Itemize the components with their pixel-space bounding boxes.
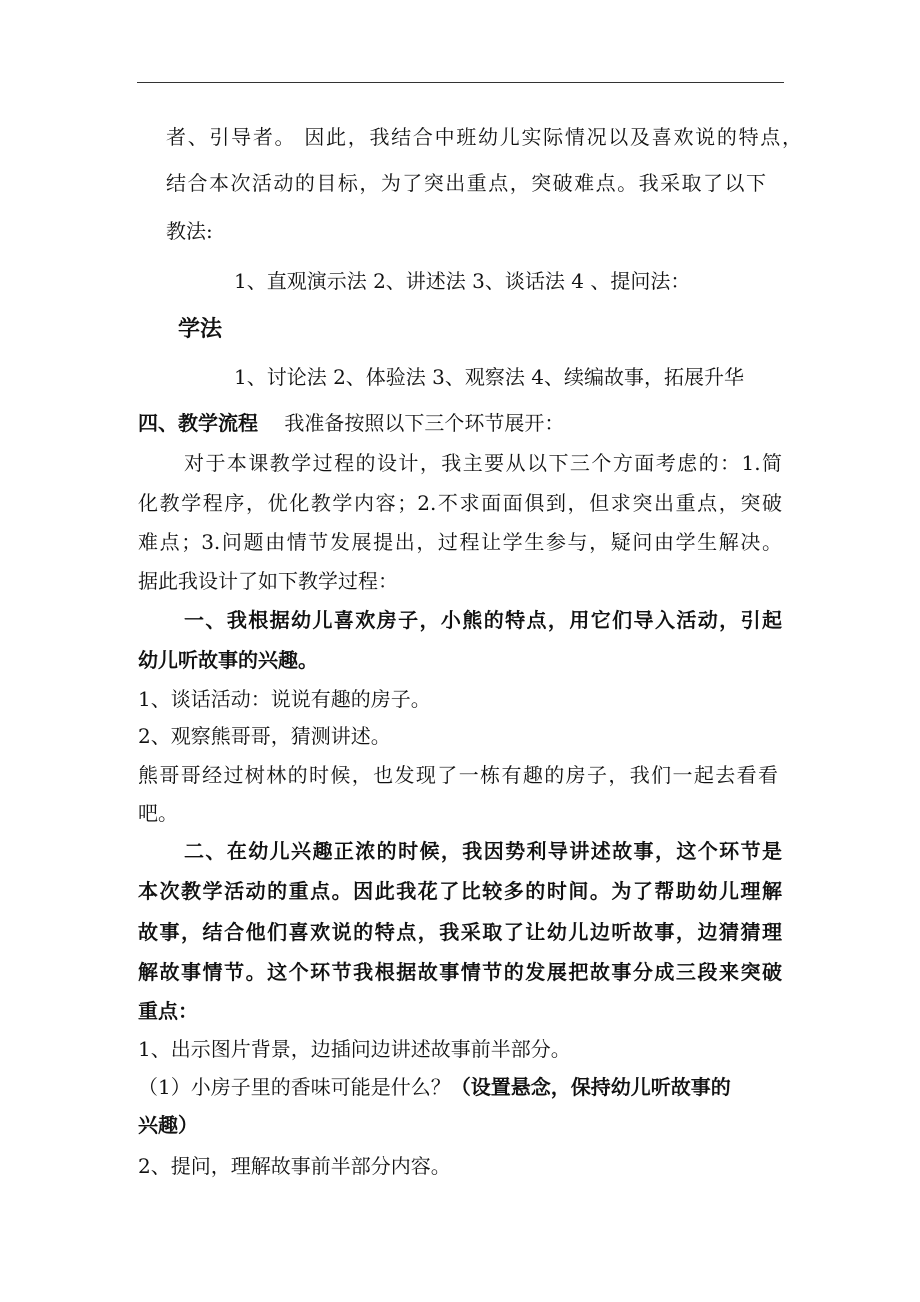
text-line: 2、观察熊哥哥，猜测讲述。 (138, 724, 391, 748)
section-heading: 四、教学流程 (138, 411, 258, 435)
bold-line: 一、我根据幼儿喜欢房子，小熊的特点，用它们导入活动，引起 (184, 608, 782, 632)
text-line: 1、讨论法 2、体验法 3、观察法 4、续编故事，拓展升华 (234, 365, 744, 389)
bold-line: 本次教学活动的重点。因此我花了比较多的时间。为了帮助幼儿理解 (138, 879, 782, 903)
bold-line: 故事，结合他们喜欢说的特点，我采取了让幼儿边听故事，边猜猜理 (138, 920, 782, 944)
text-span: 我准备按照以下三个环节展开： (284, 411, 565, 435)
text-line: 1、出示图片背景，边插问边讲述故事前半部分。 (138, 1037, 571, 1061)
text-line: 2、提问，理解故事前半部分内容。 (138, 1154, 451, 1178)
bold-line: 兴趣） (138, 1113, 198, 1137)
text-line: 吧。 (138, 801, 178, 825)
text-line: 据此我设计了如下教学过程： (138, 569, 398, 593)
text-line: 1、谈话活动：说说有趣的房子。 (138, 687, 431, 711)
bold-line: 二、在幼儿兴趣正浓的时候，我因势利导讲述故事，这个环节是 (184, 839, 782, 863)
section-heading: 学法 (178, 317, 223, 342)
text-line: 化教学程序，优化教学内容；2.不求面面俱到，但求突出重点，突破 (138, 491, 782, 515)
text-line: 对于本课教学过程的设计，我主要从以下三个方面考虑的：1.简 (184, 451, 782, 475)
bold-line: 解故事情节。这个环节我根据故事情节的发展把故事分成三段来突破 (138, 960, 782, 984)
text-line: 教法: (166, 219, 213, 243)
text-line: 难点；3.问题由情节发展提出，过程让学生参与，疑问由学生解决。 (138, 530, 782, 554)
mixed-line (138, 1072, 731, 1102)
bold-line: 幼儿听故事的兴趣。 (138, 648, 318, 672)
text-line: 熊哥哥经过树林的时候，也发现了一栋有趣的房子，我们一起去看看 (138, 763, 778, 787)
text-span: （1）小房子里的香味可能是什么？ (138, 1075, 451, 1099)
bold-line: 重点： (138, 999, 198, 1023)
section-heading-line (138, 408, 564, 438)
bold-span: （设置悬念，保持幼儿听故事的 (450, 1075, 731, 1099)
header-rule (137, 82, 784, 83)
text-line: 者、引导者。 因此，我结合中班幼儿实际情况以及喜欢说的特点， (166, 125, 802, 149)
text-line: 结合本次活动的目标，为了突出重点，突破难点。我采取了以下 (166, 171, 766, 195)
text-line: 1、直观演示法 2、讲述法 3、谈话法 4 、提问法： (234, 269, 691, 293)
